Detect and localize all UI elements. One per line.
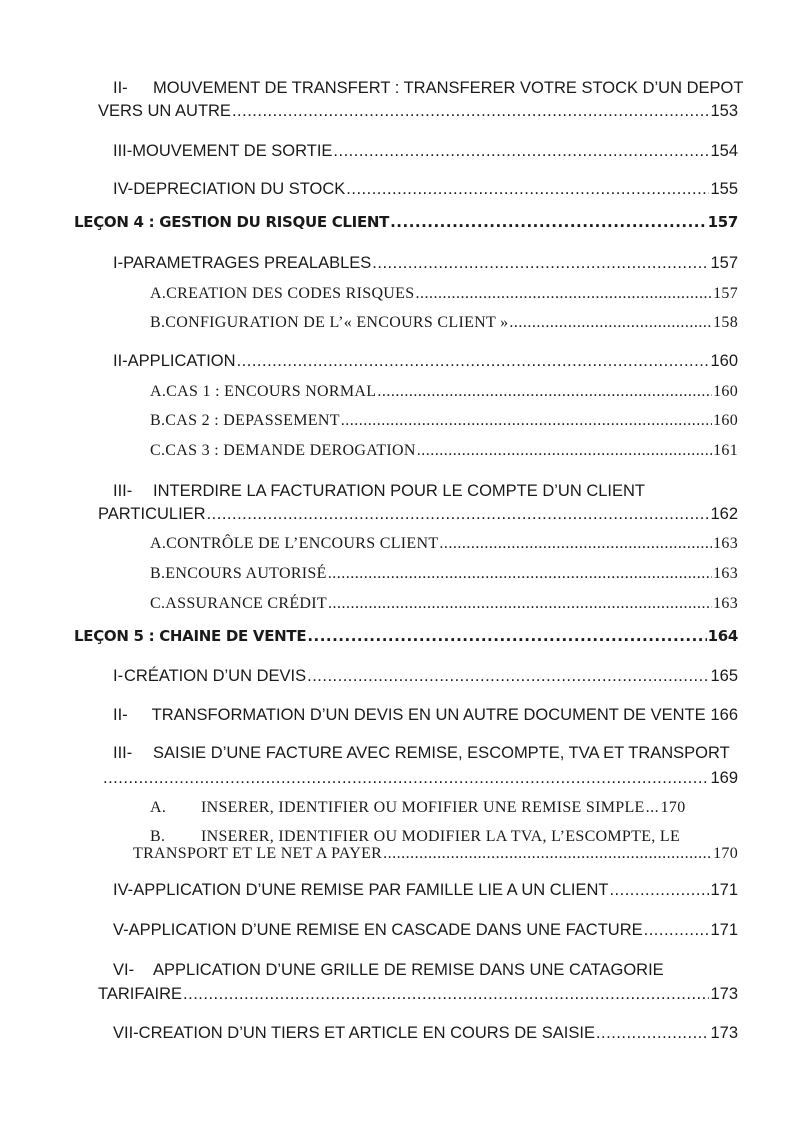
toc-page-number: 166	[710, 706, 738, 724]
toc-leader-dots	[596, 1025, 710, 1042]
toc-page-number: 170	[713, 845, 738, 862]
toc-entry-title: DEPRECIATION DU STOCK	[133, 180, 346, 198]
toc-page-number: 157	[707, 213, 738, 231]
toc-entry-title: CAS 2 : DEPASSEMENT	[165, 412, 340, 429]
toc-entry-title: CONTRÔLE DE L’ENCOURS CLIENT	[166, 535, 439, 552]
toc-leader-dots	[439, 536, 712, 552]
toc-entry[interactable]	[113, 707, 738, 724]
toc-leader-dots	[644, 922, 710, 939]
toc-entry-title: INSERER, IDENTIFIER OU MODIFIER LA TVA, L’ESCOMPTE, LE	[201, 828, 681, 845]
toc-page-number: 170	[660, 799, 686, 816]
toc-entry-title: CRÉATION D’UN DEVIS	[123, 667, 307, 685]
toc-entry-number: B.	[150, 565, 166, 582]
toc-page-number: 153	[710, 102, 738, 120]
toc-entry-title-continued: PARTICULIER	[98, 505, 206, 523]
toc-entry-number: VI-	[113, 961, 135, 979]
toc-subentry[interactable]	[150, 443, 738, 459]
toc-leader-dots	[307, 629, 706, 644]
toc-leader-dots	[372, 255, 709, 272]
toc-lesson-entry[interactable]	[74, 629, 738, 644]
toc-leader-dots	[237, 353, 710, 370]
toc-leader-dots	[183, 986, 709, 1003]
toc-entry-title: MOUVEMENT DE SORTIE	[132, 142, 333, 160]
toc-entry-title: APPLICATION D’UNE REMISE EN CASCADE DANS UNE FACTURE	[128, 921, 643, 939]
toc-entry-number: V-	[113, 921, 129, 939]
toc-page-number: 173	[710, 985, 738, 1003]
toc-leader-dots	[609, 882, 709, 899]
toc-entry-title: CAS 1 : ENCOURS NORMAL	[166, 383, 377, 400]
toc-lesson-entry[interactable]	[74, 215, 738, 230]
toc-page-number: 161	[713, 442, 738, 459]
toc-entry[interactable]	[98, 103, 738, 120]
toc-entry-title: CONFIGURATION DE L’« ENCOURS CLIENT »	[165, 314, 509, 331]
toc-entry-title-continued: VERS UN AUTRE	[98, 102, 231, 120]
toc-subentry[interactable]	[150, 384, 738, 400]
toc-entry-number: B.	[150, 828, 166, 845]
toc-page-number: 154	[710, 142, 738, 160]
toc-leader-dots	[328, 566, 712, 582]
toc-leader-dots	[341, 413, 712, 429]
toc-page-number: 163	[713, 535, 738, 552]
toc-entry-title: ASSURANCE CRÉDIT	[165, 595, 327, 612]
toc-subentry[interactable]	[150, 536, 738, 552]
toc-entry[interactable]	[102, 770, 738, 787]
toc-entry-title: INTERDIRE LA FACTURATION POUR LE COMPTE D’UN CLIENT	[153, 482, 646, 500]
toc-entry[interactable]	[113, 181, 738, 198]
toc-entry-number: B.	[150, 314, 166, 331]
toc-entry-number: C.	[150, 595, 166, 612]
toc-entry-title: APPLICATION D’UNE GRILLE DE REMISE DANS UNE CATAGORIE	[153, 961, 664, 979]
toc-entry[interactable]	[113, 1025, 738, 1042]
toc-page-number: 160	[713, 412, 738, 429]
toc-entry[interactable]	[113, 353, 738, 370]
toc-entry-number: I-	[113, 254, 124, 272]
toc-page-number: 169	[710, 769, 738, 787]
toc-entry-number: III-	[113, 482, 133, 500]
toc-page-number: 171	[710, 881, 738, 899]
toc-leader-dots	[346, 181, 709, 198]
toc-entry[interactable]	[113, 668, 738, 685]
toc-leader-dots	[328, 596, 712, 612]
toc-page-number: 157	[710, 254, 738, 272]
toc-subentry[interactable]	[150, 566, 738, 582]
toc-entry-number: I-	[113, 667, 124, 685]
toc-entry-title: PARAMETRAGES PREALABLES	[123, 254, 372, 272]
toc-subentry[interactable]	[150, 800, 738, 816]
toc-entry-number: A.	[150, 799, 167, 816]
toc-entry-title: CREATION D’UN TIERS ET ARTICLE EN COURS DE SAISIE	[138, 1024, 595, 1042]
toc-entry-title: MOUVEMENT DE TRANSFERT : TRANSFERER VOTRE STOCK D’UN DEPOT	[153, 79, 744, 97]
toc-leader-dots	[509, 315, 712, 331]
toc-entry-number: IV-	[113, 881, 134, 899]
toc-lesson-title: LEÇON 4 : GESTION DU RISQUE CLIENT	[74, 213, 390, 231]
toc-leader-dots	[383, 846, 712, 862]
toc-subentry[interactable]	[150, 315, 738, 331]
toc-leader-dots	[232, 103, 710, 120]
toc-page-number: 165	[710, 667, 738, 685]
toc-entry[interactable]	[113, 922, 738, 939]
toc-leader-dots	[103, 770, 709, 787]
toc-lesson-title: LEÇON 5 : CHAINE DE VENTE	[74, 627, 307, 645]
toc-leader-dots	[207, 506, 710, 523]
toc-entry-number: A.	[150, 535, 167, 552]
toc-entry-number: II-	[113, 352, 128, 370]
toc-subentry[interactable]	[133, 846, 738, 862]
toc-entry-title-continued: TRANSPORT ET LE NET A PAYER	[133, 845, 383, 862]
toc-subentry[interactable]	[150, 286, 738, 302]
toc-entry-title: ENCOURS AUTORISÉ	[165, 565, 327, 582]
toc-entry-title: CAS 3 : DEMANDE DEROGATION	[165, 442, 416, 459]
toc-leader-dots	[417, 443, 712, 459]
toc-entry-title: TRANSFORMATION D’UN DEVIS EN UN AUTRE DOCUMENT DE VENTE	[151, 706, 706, 724]
toc-page-number: 155	[710, 180, 738, 198]
toc-entry-number: C.	[150, 442, 166, 459]
toc-leader-dots	[390, 215, 706, 230]
toc-page-number: 158	[713, 314, 738, 331]
toc-entry-title-continued: TARIFAIRE	[98, 985, 183, 1003]
toc-entry-number: II-	[113, 706, 128, 724]
toc-leader-dots	[307, 668, 709, 685]
toc-entry-title: APPLICATION	[127, 352, 236, 370]
toc-entry-title: SAISIE D’UNE FACTURE AVEC REMISE, ESCOMPTE, TVA ET TRANSPORT	[153, 744, 730, 762]
toc-entry[interactable]	[113, 882, 738, 899]
toc-entry-title: CREATION DES CODES RISQUES	[166, 285, 415, 302]
toc-page-number: 173	[710, 1024, 738, 1042]
toc-leader-dots	[415, 286, 712, 302]
toc-entry-number: III-	[113, 142, 133, 160]
toc-leader-dots	[333, 143, 709, 160]
toc-entry[interactable]	[113, 255, 738, 272]
toc-page-number: 163	[713, 595, 738, 612]
toc-entry[interactable]	[113, 143, 738, 160]
toc-page-number: 163	[713, 565, 738, 582]
toc-leader-dots	[646, 800, 660, 816]
toc-entry-title: APPLICATION D’UNE REMISE PAR FAMILLE LIE A UN CLIENT	[133, 881, 609, 899]
toc-leader-dots	[377, 384, 712, 400]
toc-entry-number: VII-	[113, 1024, 139, 1042]
toc-page-number: 162	[710, 505, 738, 523]
toc-subentry[interactable]	[150, 413, 738, 429]
toc-entry-number: B.	[150, 412, 166, 429]
toc-page-number: 160	[710, 352, 738, 370]
toc-subentry[interactable]	[150, 596, 738, 612]
toc-entry-title: INSERER, IDENTIFIER OU MOFIFIER UNE REMISE SIMPLE	[201, 799, 645, 816]
toc-entry-number: IV-	[113, 180, 134, 198]
toc-entry-number: A.	[150, 285, 167, 302]
toc-entry-number: II-	[113, 79, 128, 97]
toc-page-number: 171	[710, 921, 738, 939]
toc-page-number: 157	[713, 285, 738, 302]
toc-entry-number: A.	[150, 383, 167, 400]
toc-entry[interactable]	[98, 506, 738, 523]
toc-entry-number: III-	[113, 744, 133, 762]
toc-entry[interactable]	[98, 986, 738, 1003]
toc-page-number: 164	[707, 627, 738, 645]
toc-page-number: 160	[713, 383, 738, 400]
